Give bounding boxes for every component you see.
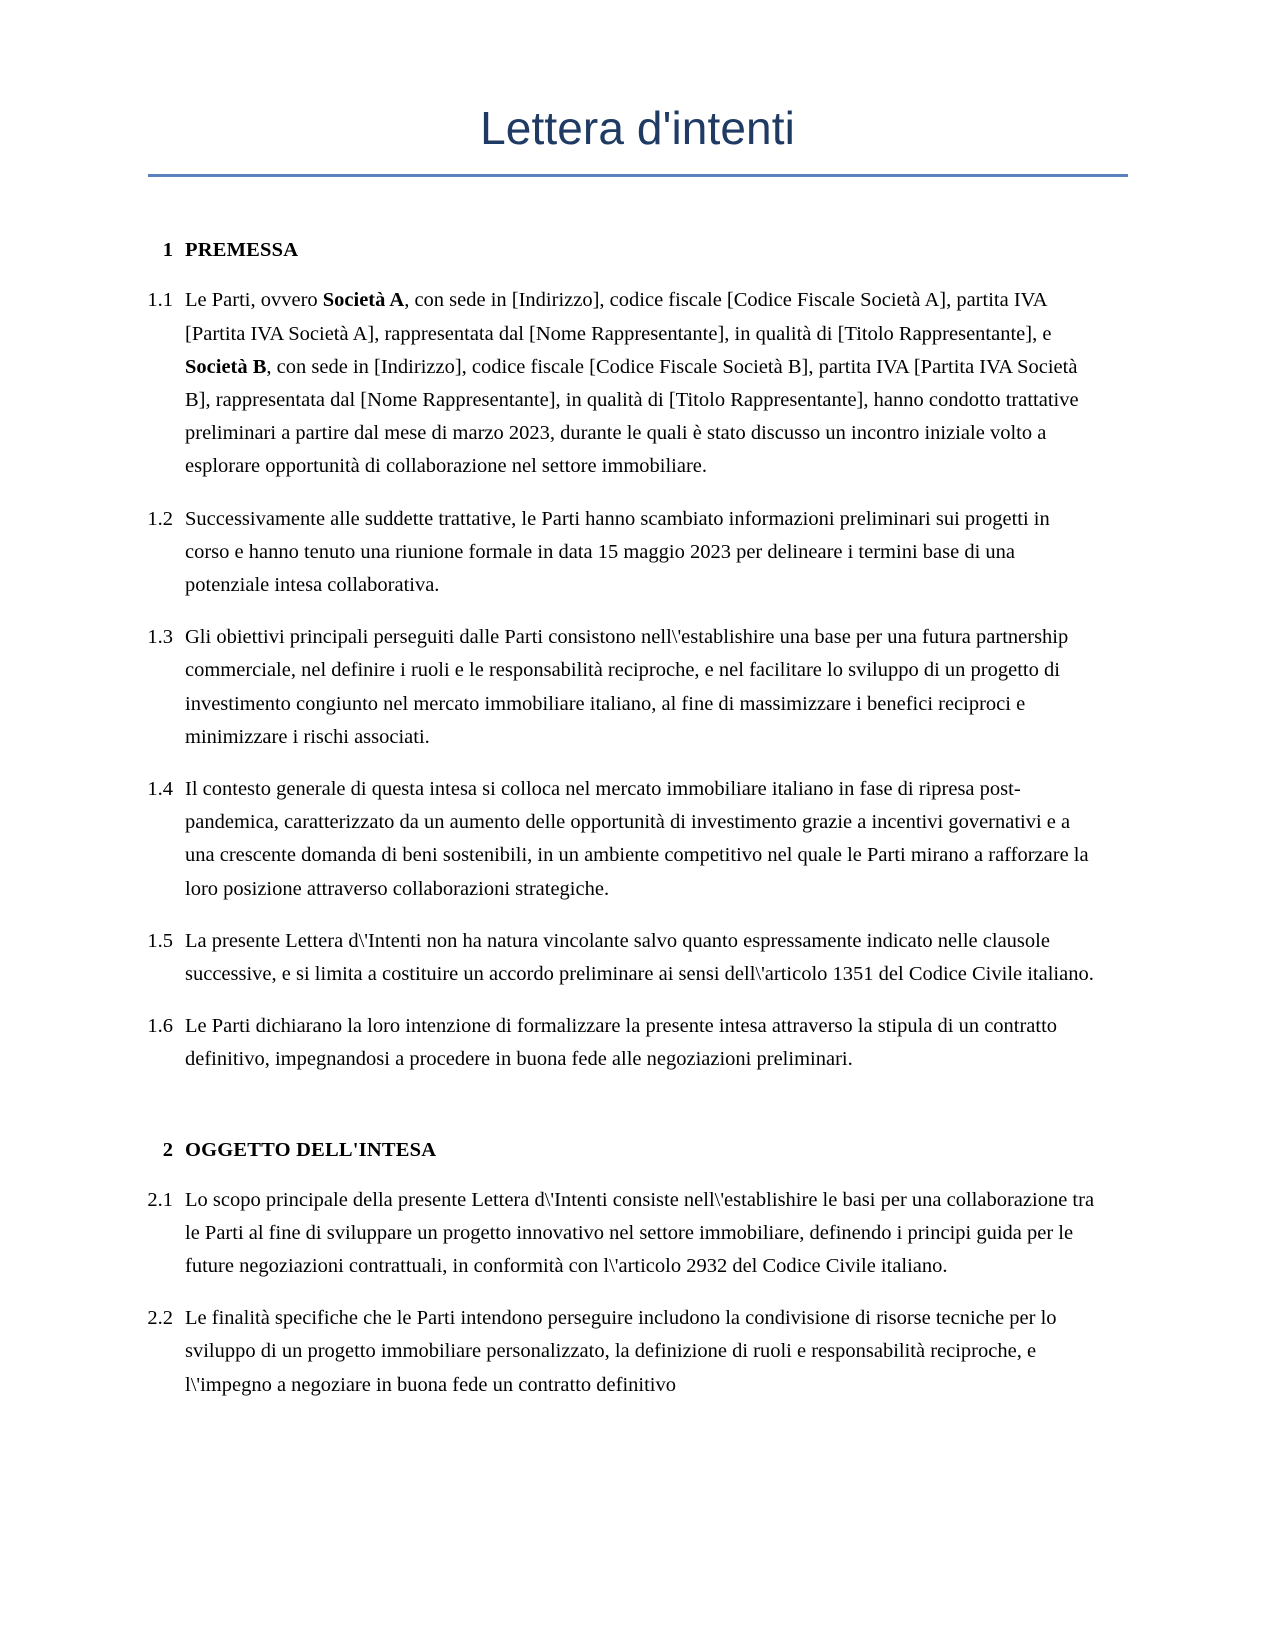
sections-container bbox=[118, 239, 1098, 1401]
clause-number: 2.2 bbox=[147, 1307, 173, 1330]
emphasis-text: Società B bbox=[185, 355, 267, 378]
section-heading bbox=[118, 1139, 1098, 1162]
clause-number: 1.3 bbox=[147, 626, 173, 649]
section-number: 2 bbox=[162, 1138, 173, 1161]
clause bbox=[118, 925, 1098, 991]
title-divider bbox=[148, 174, 1128, 177]
section-number: 1 bbox=[162, 239, 173, 262]
section-heading bbox=[118, 239, 1098, 262]
emphasis-text: Società A bbox=[322, 289, 405, 312]
clause-text: La presente Lettera d\'Intenti non ha natura vincolante salvo quanto espressamente indicato nelle clausole successive, e si limita a costituire un accordo preliminare ai sensi dell\'articolo 1351 del Codice Civile italiano. bbox=[185, 929, 1094, 985]
clause-text: Il contesto generale di questa intesa si colloca nel mercato immobiliare italiano in fase di ripresa post-pandemica, caratterizzato da un aumento delle opportunità di investimento grazie a incentivi governativi e a una crescente domanda di beni sostenibili, in un ambiente competitivo nel quale le Parti mirano a rafforzare la loro posizione attraverso collaborazioni strategiche. bbox=[185, 777, 1089, 900]
section-title: OGGETTO DELL'INTESA bbox=[185, 1138, 437, 1161]
clause bbox=[118, 1184, 1098, 1284]
clause-text: Successivamente alle suddette trattative, le Parti hanno scambiato informazioni preliminari sui progetti in corso e hanno tenuto una riunione formale in data 15 maggio 2023 per delineare i termini base di una potenziale intesa collaborativa. bbox=[185, 507, 1050, 596]
clause-text: Lo scopo principale della presente Lettera d\'Intenti consiste nell\'establishire le basi per una collaborazione tra le Parti al fine di sviluppare un progetto innovativo nel settore immobiliare, definendo i principi guida per le future negoziazioni contrattuali, in conformità con l\'articolo 2932 del Codice Civile italiano. bbox=[185, 1188, 1095, 1277]
page-title: Lettera d'intenti bbox=[480, 102, 795, 154]
clause bbox=[118, 773, 1098, 906]
clause bbox=[118, 1010, 1098, 1076]
clause-text: Le Parti dichiarano la loro intenzione di formalizzare la presente intesa attraverso la stipula di un contratto definitivo, impegnandosi a procedere in buona fede alle negoziazioni preliminari. bbox=[185, 1015, 1058, 1071]
clause bbox=[118, 503, 1098, 603]
clause-text: Le finalità specifiche che le Parti intendono perseguire includono la condivisione di risorse tecniche per lo sviluppo di un progetto immobiliare personalizzato, la definizione di ruoli e responsabilità reciproche, e l\'impegno a negoziare in buona fede un contratto definitivo bbox=[185, 1307, 1057, 1396]
clause-number: 2.1 bbox=[147, 1188, 173, 1211]
section-title: PREMESSA bbox=[185, 239, 299, 262]
clause-text: Gli obiettivi principali perseguiti dalle Parti consistono nell\'establishire una base per una futura partnership commerciale, nel definire i ruoli e le responsabilità reciproche, e nel facilitare lo sviluppo di un progetto di investimento congiunto nel mercato immobiliare italiano, al fine di massimizzare i benefici reciproci e minimizzare i rischi associati. bbox=[185, 626, 1069, 748]
clause-number: 1.2 bbox=[147, 507, 173, 530]
clause-number: 1.5 bbox=[147, 929, 173, 952]
clause-text: Le Parti, ovvero Società A, con sede in [Indirizzo], codice fiscale [Codice Fiscale Società A], partita IVA [Partita IVA Società A], rappresentata dal [Nome Rappresentante], in qualità di [Titolo Rappresentante], e Società B, con sede in [Indirizzo], codice fiscale [Codice Fiscale Società B], partita IVA [Partita IVA Società B], rappresentata dal [Nome Rappresentante], in qualità di [Titolo Rappresentante], hanno condotto trattative preliminari a partire dal mese di marzo 2023, durante le quali è stato discusso un incontro iniziale volto a esplorare opportunità di collaborazione nel settore immobiliare. bbox=[185, 289, 1079, 478]
clause bbox=[118, 284, 1098, 483]
clause-number: 1.6 bbox=[147, 1015, 173, 1038]
clause bbox=[118, 621, 1098, 754]
clause-number: 1.1 bbox=[147, 289, 173, 312]
title-block bbox=[0, 0, 1275, 177]
document-body bbox=[0, 239, 1275, 1401]
clause bbox=[118, 1302, 1098, 1402]
clause-number: 1.4 bbox=[147, 777, 173, 800]
